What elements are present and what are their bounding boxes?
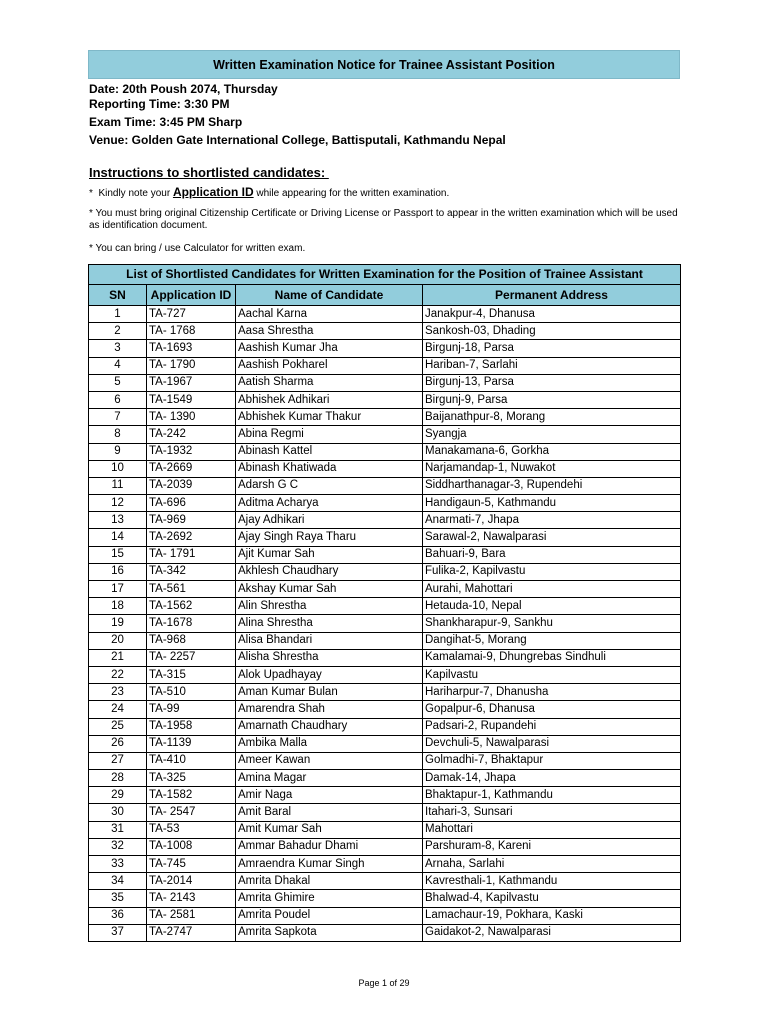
cell-candidate-name: Amrita Poudel	[236, 907, 423, 924]
cell-address: Damak-14, Jhapa	[423, 770, 681, 787]
cell-address: Handigaun-5, Kathmandu	[423, 495, 681, 512]
cell-application-id: TA- 1390	[147, 409, 236, 426]
cell-address: Devchuli-5, Nawalparasi	[423, 735, 681, 752]
cell-address: Sankosh-03, Dhading	[423, 323, 681, 340]
cell-candidate-name: Aatish Sharma	[236, 374, 423, 391]
cell-sn: 34	[89, 873, 147, 890]
cell-sn: 30	[89, 804, 147, 821]
cell-sn: 2	[89, 323, 147, 340]
table-row	[89, 856, 681, 873]
instruction-note-1	[89, 186, 679, 200]
reporting-time: Reporting Time: 3:30 PM	[89, 97, 230, 111]
cell-address: Golmadhi-7, Bhaktapur	[423, 752, 681, 769]
cell-application-id: TA- 2581	[147, 907, 236, 924]
cell-address: Kavresthali-1, Kathmandu	[423, 873, 681, 890]
cell-application-id: TA-2747	[147, 924, 236, 941]
table-row	[89, 409, 681, 426]
cell-candidate-name: Abinash Khatiwada	[236, 460, 423, 477]
cell-address: Shankharapur-9, Sankhu	[423, 615, 681, 632]
cell-address: Anarmati-7, Jhapa	[423, 512, 681, 529]
note-1-prefix: * Kindly note your	[89, 188, 173, 199]
cell-application-id: TA- 2547	[147, 804, 236, 821]
cell-candidate-name: Ameer Kawan	[236, 752, 423, 769]
cell-sn: 4	[89, 357, 147, 374]
cell-application-id: TA-325	[147, 770, 236, 787]
cell-sn: 29	[89, 787, 147, 804]
cell-candidate-name: Abhishek Adhikari	[236, 391, 423, 408]
cell-address: Syangja	[423, 426, 681, 443]
table-row	[89, 649, 681, 666]
table-row	[89, 529, 681, 546]
cell-application-id: TA-696	[147, 495, 236, 512]
cell-candidate-name: Akshay Kumar Sah	[236, 581, 423, 598]
cell-application-id: TA-1008	[147, 838, 236, 855]
table-row	[89, 770, 681, 787]
table-row	[89, 890, 681, 907]
cell-address: Siddharthanagar-3, Rupendehi	[423, 477, 681, 494]
cell-application-id: TA-1562	[147, 598, 236, 615]
cell-application-id: TA-1678	[147, 615, 236, 632]
cell-sn: 8	[89, 426, 147, 443]
cell-application-id: TA- 1791	[147, 546, 236, 563]
cell-candidate-name: Aachal Karna	[236, 306, 423, 323]
table-row	[89, 873, 681, 890]
cell-application-id: TA-1582	[147, 787, 236, 804]
notice-title: Written Examination Notice for Trainee Assistant Position	[88, 50, 680, 79]
cell-address: Manakamana-6, Gorkha	[423, 443, 681, 460]
cell-sn: 9	[89, 443, 147, 460]
cell-application-id: TA- 1768	[147, 323, 236, 340]
table-row	[89, 632, 681, 649]
cell-address: Dangihat-5, Morang	[423, 632, 681, 649]
cell-application-id: TA-968	[147, 632, 236, 649]
table-caption: List of Shortlisted Candidates for Written Examination for the Position of Trainee Assistant	[89, 265, 681, 285]
cell-application-id: TA-2692	[147, 529, 236, 546]
cell-address: Fulika-2, Kapilvastu	[423, 563, 681, 580]
note-1-suffix: while appearing for the written examination.	[253, 188, 450, 199]
cell-candidate-name: Aasa Shrestha	[236, 323, 423, 340]
cell-application-id: TA- 1790	[147, 357, 236, 374]
candidates-table	[88, 264, 681, 942]
cell-sn: 19	[89, 615, 147, 632]
table-row	[89, 821, 681, 838]
cell-candidate-name: Abhishek Kumar Thakur	[236, 409, 423, 426]
cell-sn: 12	[89, 495, 147, 512]
table-row	[89, 563, 681, 580]
cell-address: Hariharpur-7, Dhanusha	[423, 684, 681, 701]
cell-address: Lamachaur-19, Pokhara, Kaski	[423, 907, 681, 924]
cell-candidate-name: Amina Magar	[236, 770, 423, 787]
cell-candidate-name: Amit Kumar Sah	[236, 821, 423, 838]
table-row	[89, 374, 681, 391]
cell-address: Aurahi, Mahottari	[423, 581, 681, 598]
table-row	[89, 752, 681, 769]
cell-candidate-name: Alok Upadhayay	[236, 666, 423, 683]
cell-sn: 32	[89, 838, 147, 855]
cell-application-id: TA-2014	[147, 873, 236, 890]
cell-application-id: TA-745	[147, 856, 236, 873]
cell-candidate-name: Amraendra Kumar Singh	[236, 856, 423, 873]
table-row	[89, 323, 681, 340]
cell-sn: 5	[89, 374, 147, 391]
cell-address: Baijanathpur-8, Morang	[423, 409, 681, 426]
cell-application-id: TA-969	[147, 512, 236, 529]
table-row	[89, 340, 681, 357]
cell-address: Kamalamai-9, Dhungrebas Sindhuli	[423, 649, 681, 666]
cell-candidate-name: Ajay Adhikari	[236, 512, 423, 529]
table-row	[89, 838, 681, 855]
table-row	[89, 443, 681, 460]
table-row	[89, 546, 681, 563]
cell-application-id: TA-561	[147, 581, 236, 598]
cell-sn: 18	[89, 598, 147, 615]
cell-candidate-name: Amit Baral	[236, 804, 423, 821]
cell-address: Kapilvastu	[423, 666, 681, 683]
cell-sn: 28	[89, 770, 147, 787]
header-application-id: Application ID	[147, 285, 236, 306]
cell-sn: 37	[89, 924, 147, 941]
cell-application-id: TA-99	[147, 701, 236, 718]
cell-sn: 33	[89, 856, 147, 873]
cell-candidate-name: Aashish Kumar Jha	[236, 340, 423, 357]
cell-candidate-name: Amarnath Chaudhary	[236, 718, 423, 735]
table-row	[89, 924, 681, 941]
header-address: Permanent Address	[423, 285, 681, 306]
cell-application-id: TA-727	[147, 306, 236, 323]
cell-candidate-name: Ambika Malla	[236, 735, 423, 752]
cell-application-id: TA-342	[147, 563, 236, 580]
cell-application-id: TA-1139	[147, 735, 236, 752]
table-row	[89, 460, 681, 477]
cell-address: Gopalpur-6, Dhanusa	[423, 701, 681, 718]
table-row	[89, 718, 681, 735]
cell-address: Birgunj-13, Parsa	[423, 374, 681, 391]
header-sn: SN	[89, 285, 147, 306]
cell-application-id: TA- 2257	[147, 649, 236, 666]
cell-application-id: TA-1549	[147, 391, 236, 408]
table-row	[89, 701, 681, 718]
cell-sn: 22	[89, 666, 147, 683]
cell-candidate-name: Amrita Dhakal	[236, 873, 423, 890]
cell-application-id: TA-1958	[147, 718, 236, 735]
cell-address: Gaidakot-2, Nawalparasi	[423, 924, 681, 941]
cell-address: Hariban-7, Sarlahi	[423, 357, 681, 374]
cell-sn: 25	[89, 718, 147, 735]
cell-candidate-name: Aashish Pokharel	[236, 357, 423, 374]
cell-candidate-name: Aman Kumar Bulan	[236, 684, 423, 701]
table-row	[89, 666, 681, 683]
cell-sn: 27	[89, 752, 147, 769]
exam-time: Exam Time: 3:45 PM Sharp	[89, 115, 243, 129]
cell-candidate-name: Abinash Kattel	[236, 443, 423, 460]
cell-candidate-name: Alisha Shrestha	[236, 649, 423, 666]
cell-application-id: TA-2669	[147, 460, 236, 477]
cell-sn: 26	[89, 735, 147, 752]
cell-address: Itahari-3, Sunsari	[423, 804, 681, 821]
cell-candidate-name: Amrita Ghimire	[236, 890, 423, 907]
cell-application-id: TA-1932	[147, 443, 236, 460]
cell-address: Janakpur-4, Dhanusa	[423, 306, 681, 323]
cell-sn: 16	[89, 563, 147, 580]
table-row	[89, 907, 681, 924]
cell-sn: 24	[89, 701, 147, 718]
cell-candidate-name: Alin Shrestha	[236, 598, 423, 615]
table-row	[89, 735, 681, 752]
cell-sn: 1	[89, 306, 147, 323]
cell-address: Parshuram-8, Kareni	[423, 838, 681, 855]
table-row	[89, 684, 681, 701]
table-row	[89, 512, 681, 529]
cell-candidate-name: Ammar Bahadur Dhami	[236, 838, 423, 855]
table-row	[89, 787, 681, 804]
cell-candidate-name: Amir Naga	[236, 787, 423, 804]
cell-sn: 36	[89, 907, 147, 924]
cell-address: Narjamandap-1, Nuwakot	[423, 460, 681, 477]
table-header-row	[89, 285, 681, 306]
cell-address: Sarawal-2, Nawalparasi	[423, 529, 681, 546]
table-row	[89, 495, 681, 512]
cell-candidate-name: Ajay Singh Raya Tharu	[236, 529, 423, 546]
instructions-heading: Instructions to shortlisted candidates:	[89, 165, 329, 180]
exam-date: Date: 20th Poush 2074, Thursday	[89, 82, 278, 96]
cell-application-id: TA-410	[147, 752, 236, 769]
cell-application-id: TA-53	[147, 821, 236, 838]
instruction-note-2: * You must bring original Citizenship Certificate or Driving License or Passport to appear in the written examination which will be used as identification document.	[89, 208, 678, 231]
cell-candidate-name: Amrita Sapkota	[236, 924, 423, 941]
exam-venue: Venue: Golden Gate International College, Battisputali, Kathmandu Nepal	[89, 133, 506, 147]
table-row	[89, 804, 681, 821]
cell-sn: 31	[89, 821, 147, 838]
cell-candidate-name: Akhlesh Chaudhary	[236, 563, 423, 580]
table-row	[89, 391, 681, 408]
cell-address: Bahuari-9, Bara	[423, 546, 681, 563]
cell-application-id: TA-1693	[147, 340, 236, 357]
cell-address: Bhalwad-4, Kapilvastu	[423, 890, 681, 907]
cell-application-id: TA-2039	[147, 477, 236, 494]
table-row	[89, 426, 681, 443]
cell-application-id: TA-510	[147, 684, 236, 701]
cell-candidate-name: Alina Shrestha	[236, 615, 423, 632]
table-row	[89, 306, 681, 323]
cell-sn: 14	[89, 529, 147, 546]
cell-sn: 10	[89, 460, 147, 477]
table-row	[89, 581, 681, 598]
cell-candidate-name: Aditma Acharya	[236, 495, 423, 512]
cell-candidate-name: Abina Regmi	[236, 426, 423, 443]
cell-candidate-name: Ajit Kumar Sah	[236, 546, 423, 563]
header-name: Name of Candidate	[236, 285, 423, 306]
cell-sn: 23	[89, 684, 147, 701]
application-id-highlight: Application ID	[172, 185, 254, 199]
cell-sn: 6	[89, 391, 147, 408]
cell-address: Bhaktapur-1, Kathmandu	[423, 787, 681, 804]
cell-address: Birgunj-9, Parsa	[423, 391, 681, 408]
table-row	[89, 615, 681, 632]
cell-address: Arnaha, Sarlahi	[423, 856, 681, 873]
cell-address: Mahottari	[423, 821, 681, 838]
page-number: Page 1 of 29	[358, 978, 410, 988]
cell-sn: 3	[89, 340, 147, 357]
cell-sn: 11	[89, 477, 147, 494]
cell-application-id: TA-1967	[147, 374, 236, 391]
cell-sn: 35	[89, 890, 147, 907]
cell-address: Birgunj-18, Parsa	[423, 340, 681, 357]
cell-address: Padsari-2, Rupandehi	[423, 718, 681, 735]
cell-application-id: TA-242	[147, 426, 236, 443]
table-row	[89, 357, 681, 374]
cell-sn: 20	[89, 632, 147, 649]
cell-sn: 21	[89, 649, 147, 666]
cell-sn: 13	[89, 512, 147, 529]
table-row	[89, 598, 681, 615]
cell-address: Hetauda-10, Nepal	[423, 598, 681, 615]
cell-candidate-name: Amarendra Shah	[236, 701, 423, 718]
cell-candidate-name: Alisa Bhandari	[236, 632, 423, 649]
cell-application-id: TA-315	[147, 666, 236, 683]
cell-sn: 15	[89, 546, 147, 563]
cell-sn: 17	[89, 581, 147, 598]
table-row	[89, 477, 681, 494]
instruction-note-3: * You can bring / use Calculator for written exam.	[89, 243, 306, 254]
cell-candidate-name: Adarsh G C	[236, 477, 423, 494]
cell-sn: 7	[89, 409, 147, 426]
cell-application-id: TA- 2143	[147, 890, 236, 907]
table-body	[89, 306, 681, 942]
